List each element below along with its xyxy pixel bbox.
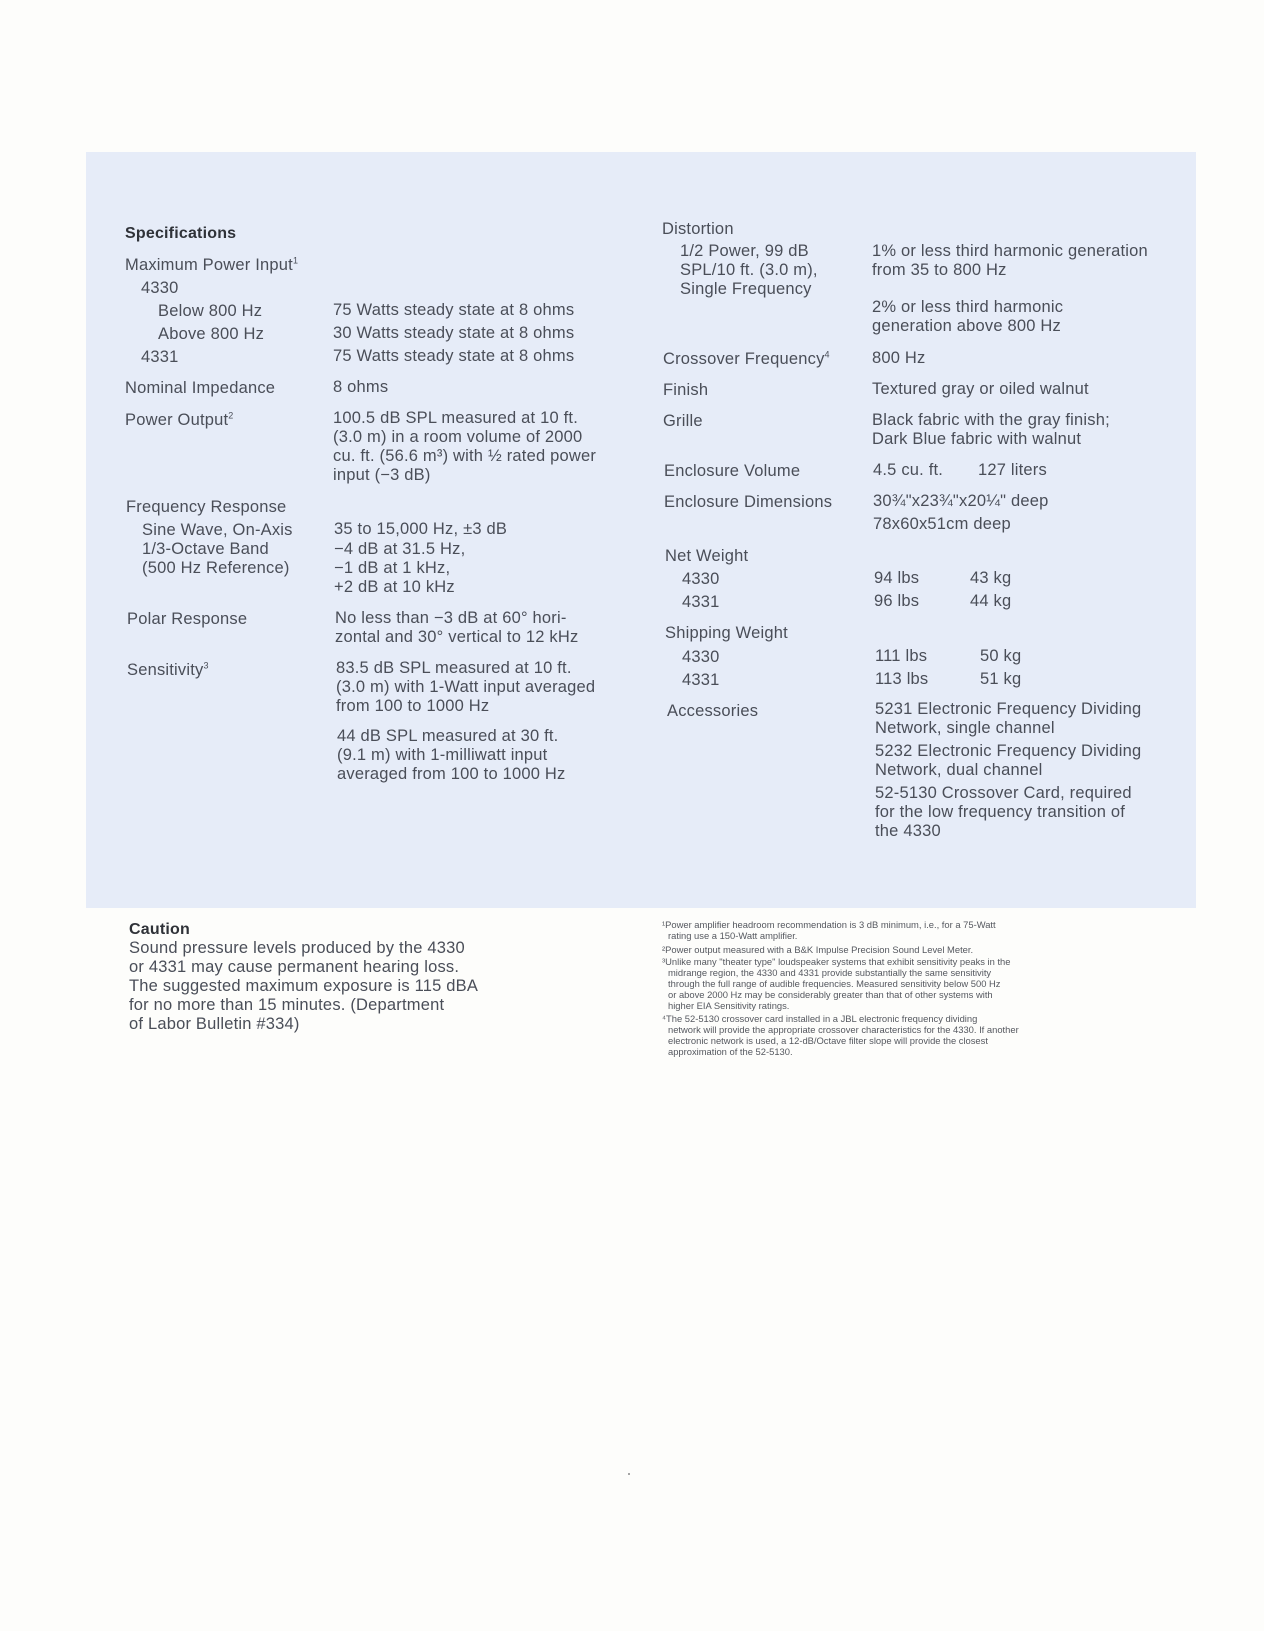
- frequency-response-label: Frequency Response: [126, 498, 287, 516]
- shipping-weight-4330-kg: 50 kg: [980, 647, 1022, 665]
- frequency-value-1: 35 to 15,000 Hz, ±3 dB: [334, 520, 508, 538]
- distortion-sub-2: SPL/10 ft. (3.0 m),: [680, 261, 818, 279]
- enclosure-volume-label: Enclosure Volume: [664, 462, 801, 480]
- distortion-value-3: 2% or less third harmonic: [872, 298, 1064, 316]
- below-800-value: 75 Watts steady state at 8 ohms: [333, 301, 575, 319]
- shipping-weight-4331-kg: 51 kg: [980, 670, 1022, 688]
- sensitivity-value-6: averaged from 100 to 1000 Hz: [337, 765, 566, 783]
- distortion-sub-1: 1/2 Power, 99 dB: [680, 242, 809, 260]
- sensitivity-value-1: 83.5 dB SPL measured at 10 ft.: [336, 659, 572, 677]
- distortion-value-1: 1% or less third harmonic generation: [872, 242, 1148, 260]
- sensitivity-value-4: 44 dB SPL measured at 30 ft.: [337, 727, 559, 745]
- shipping-weight-label: Shipping Weight: [665, 624, 788, 642]
- enclosure-dimensions-value-2: 78x60x51cm deep: [873, 515, 1011, 533]
- frequency-sub-1: Sine Wave, On-Axis: [142, 521, 293, 539]
- accessories-value-7: the 4330: [875, 822, 941, 840]
- sensitivity-value-3: from 100 to 1000 Hz: [336, 697, 490, 715]
- sensitivity-value-2: (3.0 m) with 1-Watt input averaged: [336, 678, 596, 696]
- net-weight-4331-lbs: 96 lbs: [874, 592, 920, 610]
- net-weight-4330-label: 4330: [682, 570, 720, 588]
- power-output-line-3: cu. ft. (56.6 m³) with ½ rated power: [333, 447, 597, 465]
- finish-label: Finish: [663, 381, 709, 399]
- caution-line-3: The suggested maximum exposure is 115 dBA: [129, 977, 479, 995]
- footnote-3-line-2: midrange region, the 4330 and 4331 provide substantially the same sensitivity: [668, 967, 992, 978]
- sensitivity-value-5: (9.1 m) with 1-milliwatt input: [337, 746, 548, 764]
- frequency-value-3: −1 dB at 1 kHz,: [334, 559, 451, 577]
- finish-value: Textured gray or oiled walnut: [872, 380, 1089, 398]
- enclosure-volume-value-1: 4.5 cu. ft.: [873, 461, 944, 479]
- shipping-weight-4331-label: 4331: [682, 671, 720, 689]
- polar-response-value-1: No less than −3 dB at 60° hori-: [335, 609, 567, 627]
- shipping-weight-4330-label: 4330: [682, 648, 720, 666]
- caution-heading: Caution: [129, 921, 190, 938]
- above-800-label: Above 800 Hz: [158, 325, 265, 343]
- nominal-impedance-value: 8 ohms: [333, 378, 389, 396]
- crossover-frequency-label: Crossover Frequency$^4$: [663, 349, 830, 368]
- accessories-label: Accessories: [667, 702, 759, 720]
- distortion-value-4: generation above 800 Hz: [872, 317, 1061, 335]
- accessories-value-2: Network, single channel: [875, 719, 1055, 737]
- footnote-3-line-5: higher EIA Sensitivity ratings.: [668, 1000, 790, 1011]
- shipping-weight-4330-lbs: 111 lbs: [875, 647, 928, 665]
- accessories-value-1: 5231 Electronic Frequency Dividing: [875, 700, 1142, 718]
- power-output-line-1: 100.5 dB SPL measured at 10 ft.: [333, 409, 578, 427]
- footnote-3-line-3: through the full range of audible frequencies. Measured sensitivity below 500 Hz: [668, 978, 1001, 989]
- max-power-label: Maximum Power Input$^1$: [125, 255, 299, 274]
- above-800-value: 30 Watts steady state at 8 ohms: [333, 324, 575, 342]
- frequency-value-2: −4 dB at 31.5 Hz,: [334, 540, 466, 558]
- nominal-impedance-label: Nominal Impedance: [125, 379, 276, 397]
- footnote-4-line-4: approximation of the 52-5130.: [668, 1046, 793, 1057]
- speck-mark: [628, 1473, 630, 1475]
- footnote-1-line-2: rating use a 150-Watt amplifier.: [668, 930, 798, 941]
- caution-line-4: for no more than 15 minutes. (Department: [129, 996, 445, 1014]
- caution-line-5: of Labor Bulletin #334): [129, 1015, 300, 1033]
- footnote-3-line-1: ³Unlike many "theater type" loudspeaker systems that exhibit sensitivity peaks in the: [662, 956, 1011, 967]
- sensitivity-label: Sensitivity$^3$: [127, 660, 209, 679]
- accessories-value-4: Network, dual channel: [875, 761, 1043, 779]
- net-weight-4330-lbs: 94 lbs: [874, 569, 920, 587]
- accessories-value-3: 5232 Electronic Frequency Dividing: [875, 742, 1142, 760]
- accessories-value-5: 52-5130 Crossover Card, required: [875, 784, 1132, 802]
- footnote-4-line-3: electronic network is used, a 12-dB/Octave filter slope will provide the closest: [668, 1035, 988, 1046]
- model-4331-value: 75 Watts steady state at 8 ohms: [333, 347, 575, 365]
- net-weight-4331-label: 4331: [682, 593, 720, 611]
- caution-line-2: or 4331 may cause permanent hearing loss.: [129, 958, 460, 976]
- footnote-3-line-4: or above 2000 Hz may be considerably greater than that of other systems with: [668, 989, 993, 1000]
- caution-line-1: Sound pressure levels produced by the 4330: [129, 939, 465, 957]
- frequency-sub-3: (500 Hz Reference): [142, 559, 290, 577]
- frequency-sub-2: 1/3-Octave Band: [142, 540, 269, 558]
- model-4330-label: 4330: [141, 279, 179, 297]
- footnote-4-line-1: ⁴The 52-5130 crossover card installed in a JBL electronic frequency dividing: [662, 1013, 978, 1024]
- frequency-value-4: +2 dB at 10 kHz: [334, 578, 455, 596]
- below-800-label: Below 800 Hz: [158, 302, 263, 320]
- enclosure-volume-value-2: 127 liters: [978, 461, 1047, 479]
- crossover-frequency-value: 800 Hz: [872, 349, 926, 367]
- grille-label: Grille: [663, 412, 703, 430]
- polar-response-value-2: zontal and 30° vertical to 12 kHz: [335, 628, 579, 646]
- power-output-line-2: (3.0 m) in a room volume of 2000: [333, 428, 583, 446]
- enclosure-dimensions-label: Enclosure Dimensions: [664, 493, 833, 511]
- enclosure-dimensions-value-1: 30¾"x23¾"x20¼" deep: [873, 492, 1049, 510]
- specifications-heading: Specifications: [125, 225, 237, 242]
- footnote-2: ²Power output measured with a B&K Impulse Precision Sound Level Meter.: [662, 944, 974, 955]
- accessories-value-6: for the low frequency transition of: [875, 803, 1126, 821]
- distortion-value-2: from 35 to 800 Hz: [872, 261, 1007, 279]
- power-output-label: Power Output$^2$: [125, 410, 234, 429]
- footnote-1-line-1: ¹Power amplifier headroom recommendation is 3 dB minimum, i.e., for a 75-Watt: [662, 919, 996, 930]
- grille-value-1: Black fabric with the gray finish;: [872, 411, 1110, 429]
- power-output-line-4: input (−3 dB): [333, 466, 431, 484]
- polar-response-label: Polar Response: [127, 610, 248, 628]
- distortion-label: Distortion: [662, 220, 734, 238]
- footnote-4-line-2: network will provide the appropriate crossover characteristics for the 4330. If another: [668, 1024, 1019, 1035]
- net-weight-4330-kg: 43 kg: [970, 569, 1012, 587]
- distortion-sub-3: Single Frequency: [680, 280, 812, 298]
- net-weight-label: Net Weight: [665, 547, 749, 565]
- grille-value-2: Dark Blue fabric with walnut: [872, 430, 1082, 448]
- model-4331-label: 4331: [141, 348, 179, 366]
- net-weight-4331-kg: 44 kg: [970, 592, 1012, 610]
- shipping-weight-4331-lbs: 113 lbs: [875, 670, 929, 688]
